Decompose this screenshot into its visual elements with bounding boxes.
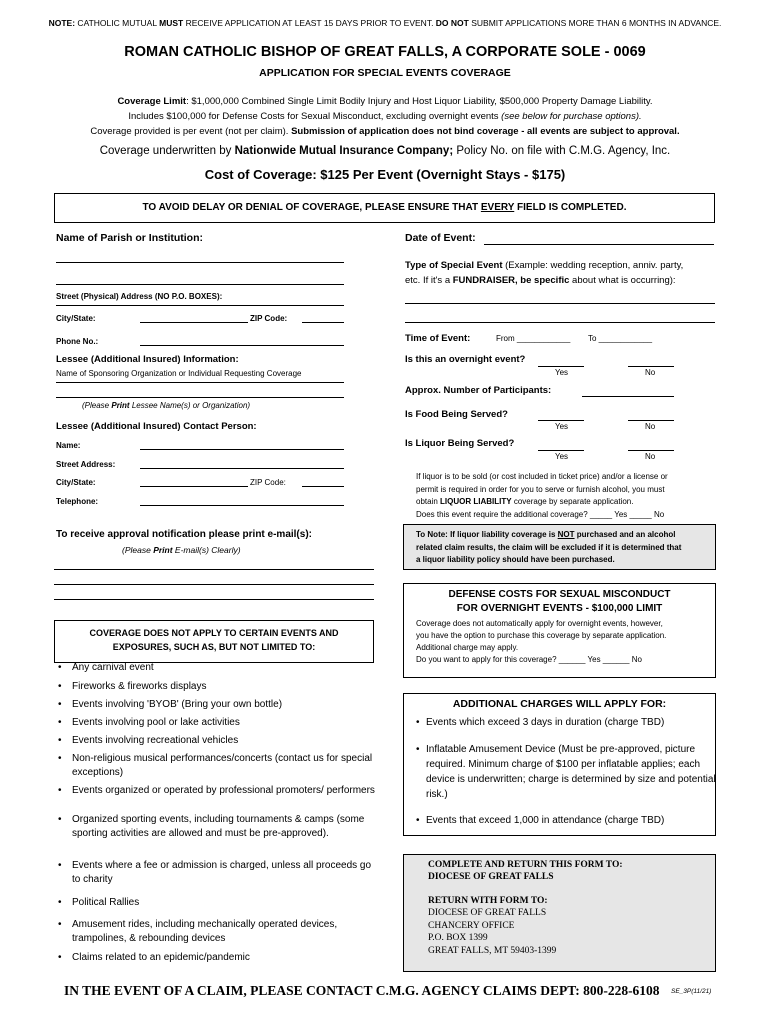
liquor-no-line[interactable] [628,450,674,451]
zip-line[interactable] [302,322,344,323]
note-text-1: CATHOLIC MUTUAL [75,18,160,28]
parish-line-1[interactable] [56,262,344,263]
type-line-2[interactable] [405,322,715,323]
food-yes: Yes [555,422,569,431]
overnight-no-line[interactable] [628,366,674,367]
street2-label: Street Address: [56,460,116,469]
underwritten-text-2: Policy No. on file with C.M.G. Agency, Inc. [453,145,671,157]
underwritten-line [0,145,770,157]
cost-of-coverage: Cost of Coverage: $125 Per Event (Overnight Stays - $175) [204,167,566,182]
warning-text-2: FIELD IS COMPLETED. [514,202,627,213]
overnight-no: No [645,368,656,377]
liquor-paragraph [416,471,716,521]
street2-line[interactable] [140,468,344,469]
additional-item-text: • Inflatable Amusement Device (Must be pre-approved, picture required. Minimum charge of $100 per inflatable applies; each device is underwritten; charge is determined by size and potential risk.) [426,744,716,800]
food-no-line[interactable] [628,420,674,421]
underwritten-text-1: Coverage underwritten by [99,145,235,157]
zip2-line[interactable] [302,486,344,487]
top-note [0,18,770,28]
city-line[interactable] [140,322,248,323]
claims-footer: IN THE EVENT OF A CLAIM, PLEASE CONTACT C.M.G. AGENCY CLAIMS DEPT: 800-228-6108 [64,983,660,998]
exclusion-item [60,918,375,946]
additional-item [416,715,716,730]
additional-item [416,813,716,828]
return-address-4: GREAT FALLS, MT 59403-1399 [428,945,557,956]
participants-line[interactable] [582,396,674,397]
food-yes-line[interactable] [538,420,584,421]
exclusion-item [60,784,375,798]
email-note [122,545,241,555]
zip2-label: ZIP Code: [250,478,286,487]
coverage-defense-note: (see below for purchase options). [501,111,642,122]
lessee-title: Lessee (Additional Insured) Information: [56,354,239,365]
tel-line[interactable] [140,505,344,506]
phone-label: Phone No.: [56,337,99,346]
defense-apply-question[interactable]: Do you want to apply for this coverage? ______ Yes ______ No [416,655,642,664]
liquor-question: Is Liquor Being Served? [405,438,515,449]
exclusion-item-text: • Fireworks & fireworks displays [72,681,207,692]
exclusion-item-text: • Events involving recreational vehicles [72,735,239,746]
exclusions-title-2: EXPOSURES, SUCH AS, BUT NOT LIMITED TO: [112,642,316,652]
print-note-2: Print [111,401,130,410]
exclusions-box [54,620,374,663]
exclusion-item-text: • Events where a fee or admission is charged, unless all proceeds go to charity [72,860,372,885]
email-title: To receive approval notification please print e-mail(s): [56,529,312,540]
print-note-1: (Please [82,401,112,410]
additional-item [416,742,716,802]
street-line[interactable] [56,305,344,306]
exclusion-item [60,951,375,965]
participants-label: Approx. Number of Participants: [405,385,552,396]
overnight-yes-line[interactable] [538,366,584,367]
email-note-1: (Please [122,545,154,555]
phone-line[interactable] [140,345,344,346]
time-from[interactable]: From ____________ [496,334,571,343]
coverage-block [0,94,770,139]
exclusion-item-text: • Claims related to an epidemic/pandemic [72,952,250,963]
lessee-line-1[interactable] [56,382,344,383]
exclusion-item [60,661,375,675]
liquor-yes-line[interactable] [538,450,584,451]
time-to[interactable]: To ____________ [588,334,653,343]
lessee-sub: Name of Sponsoring Organization or Individual Requesting Coverage [56,369,302,378]
defense-l2: you have the option to purchase this coverage by separate application. [416,631,667,640]
exclusion-item-text: • Non-religious musical performances/concerts (contact us for special exceptions) [72,753,373,778]
type-fundraiser: FUNDRAISER, be specific [452,275,570,286]
exclusion-item [60,752,375,780]
defense-l3: Additional charge may apply. [416,643,519,652]
coverage-limit-text: : $1,000,000 Combined Single Limit Bodily Injury and Host Liquor Liability, $500,000 Property Damage Liability. [186,96,653,107]
food-question: Is Food Being Served? [405,409,508,420]
type-label: Type of Special Event [405,260,503,271]
exclusion-item-text: • Any carnival event [72,662,154,673]
email-note-2: Print [153,545,173,555]
exclusion-item [60,813,375,841]
type-text-1: etc. If it's a [405,275,453,286]
print-note-3: Lessee Name(s) or Organization) [129,401,251,410]
type-example: (Example: wedding reception, anniv. party, [502,260,684,271]
email-line-2[interactable] [54,584,374,585]
exclusion-item-text: • Events organized or operated by professional promoters/ performers [72,785,375,796]
return-address-3: P.O. BOX 1399 [428,933,488,943]
coverage-defense-text: Includes $100,000 for Defense Costs for Sexual Misconduct, excluding overnight events [128,111,502,122]
warning-box [54,193,715,223]
liquor-p3c: coverage by separate application. [511,497,634,506]
note-text-2: RECEIVE APPLICATION AT LEAST 15 DAYS PRIOR TO EVENT. [183,18,436,28]
exclusion-item [60,734,375,748]
return-address-2: CHANCERY OFFICE [428,920,515,931]
liquor-p3a: obtain [416,497,441,506]
type-line-1[interactable] [405,303,715,304]
to-note-4: a liquor liability policy should have been purchased. [416,555,615,564]
form-subtitle: APPLICATION FOR SPECIAL EVENTS COVERAGE [259,67,511,79]
name-label: Name: [56,441,81,450]
exclusion-item [60,859,375,887]
food-no: No [645,422,656,431]
warning-every: EVERY [480,202,515,213]
additional-title: ADDITIONAL CHARGES WILL APPLY FOR: [452,698,667,710]
form-title: ROMAN CATHOLIC BISHOP OF GREAT FALLS, A CORPORATE SOLE - 0069 [124,44,646,60]
exclusion-item [60,896,375,910]
to-note-1: To Note: If liquor liability coverage is [416,530,558,539]
coverage-per-event: Coverage provided is per event (not per claim). [90,126,292,137]
overnight-question: Is this an overnight event? [405,354,526,365]
defense-title-1: DEFENSE COSTS FOR SEXUAL MISCONDUCT [448,589,671,600]
note-do-not: DO NOT [435,18,469,28]
defense-title-2: FOR OVERNIGHT EVENTS - $100,000 LIMIT [456,603,663,614]
liquor-yes: Yes [555,452,569,461]
return-box [403,854,716,972]
time-label: Time of Event: [405,333,471,344]
liquor-p2: permit is required in order for you to serve or furnish alcohol, you must [416,484,665,494]
parish-label: Name of Parish or Institution: [56,232,204,244]
to-note-3: related claim results, the claim will be excluded if it is determined that [416,542,682,552]
type-text-2: about what is occurring): [569,275,676,286]
name-line[interactable] [140,449,344,450]
underwriter-name: Nationwide Mutual Insurance Company; [234,145,454,157]
contact-title: Lessee (Additional Insured) Contact Person: [56,421,257,432]
liquor-no: No [645,452,656,461]
type-of-event [405,258,725,288]
exclusion-item-text: • Events involving 'BYOB' (Bring your own bottle) [72,699,283,710]
email-line-3[interactable] [54,599,374,600]
return-h2: DIOCESE OF GREAT FALLS [428,872,554,882]
city2-line[interactable] [140,486,248,487]
to-note-2: purchased and an alcohol [574,530,676,539]
to-note-box [403,524,716,570]
coverage-no-bind: Submission of application does not bind coverage - all events are subject to approval. [291,126,680,137]
exclusion-item [60,716,375,730]
exclusion-item [60,680,375,694]
liquor-liability: LIQUOR LIABILITY [440,497,512,506]
note-label: NOTE: [48,18,76,28]
liquor-additional-coverage[interactable]: Does this event require the additional coverage? _____ Yes _____ No [416,509,665,519]
city2-label: City/State: [56,478,96,487]
parish-line-2[interactable] [56,284,344,285]
return-h3: RETURN WITH FORM TO: [428,896,548,906]
defense-l1: Coverage does not automatically apply for overnight events, however, [416,619,663,628]
exclusion-item-text: • Organized sporting events, including tournaments & camps (some sporting activities are allowed and must be pre-approved). [72,814,365,839]
coverage-limit-label: Coverage Limit [117,96,187,107]
exclusions-title-1: COVERAGE DOES NOT APPLY TO CERTAIN EVENTS AND [89,628,339,638]
city-label: City/State: [56,314,96,323]
lessee-print-note [82,401,250,410]
to-note-not: NOT [557,530,575,539]
defense-box [403,583,716,678]
exclusion-item-text: • Political Rallies [72,897,140,908]
date-line[interactable] [484,244,714,245]
note-text-3: SUBMIT APPLICATIONS MORE THAN 6 MONTHS IN ADVANCE. [468,18,722,28]
note-must: MUST [159,18,184,28]
overnight-yes: Yes [555,368,569,377]
exclusion-item-text: • Events involving pool or lake activities [72,717,240,728]
additional-item-text: • Events which exceed 3 days in duration (charge TBD) [426,717,665,728]
email-note-3: E-mail(s) Clearly) [172,545,241,555]
warning-text-1: TO AVOID DELAY OR DENIAL OF COVERAGE, PLEASE ENSURE THAT [142,202,481,213]
liquor-p1: If liquor is to be sold (or cost included in ticket price) and/or a license or [416,472,668,481]
street-label: Street (Physical) Address (NO P.O. BOXES): [56,292,223,301]
additional-item-text: • Events that exceed 1,000 in attendance (charge TBD) [426,815,665,826]
zip-label: ZIP Code: [250,314,288,323]
lessee-line-2[interactable] [56,397,344,398]
date-label: Date of Event: [405,232,476,244]
form-code: SE_3P(11/21) [671,988,712,995]
email-line-1[interactable] [54,569,374,570]
return-h1: COMPLETE AND RETURN THIS FORM TO: [428,860,623,870]
exclusion-item [60,698,375,712]
exclusion-item-text: • Amusement rides, including mechanically operated devices, trampolines, & rebounding devices [72,919,338,944]
tel-label: Telephone: [56,497,99,506]
return-address-1: DIOCESE OF GREAT FALLS [428,908,547,918]
